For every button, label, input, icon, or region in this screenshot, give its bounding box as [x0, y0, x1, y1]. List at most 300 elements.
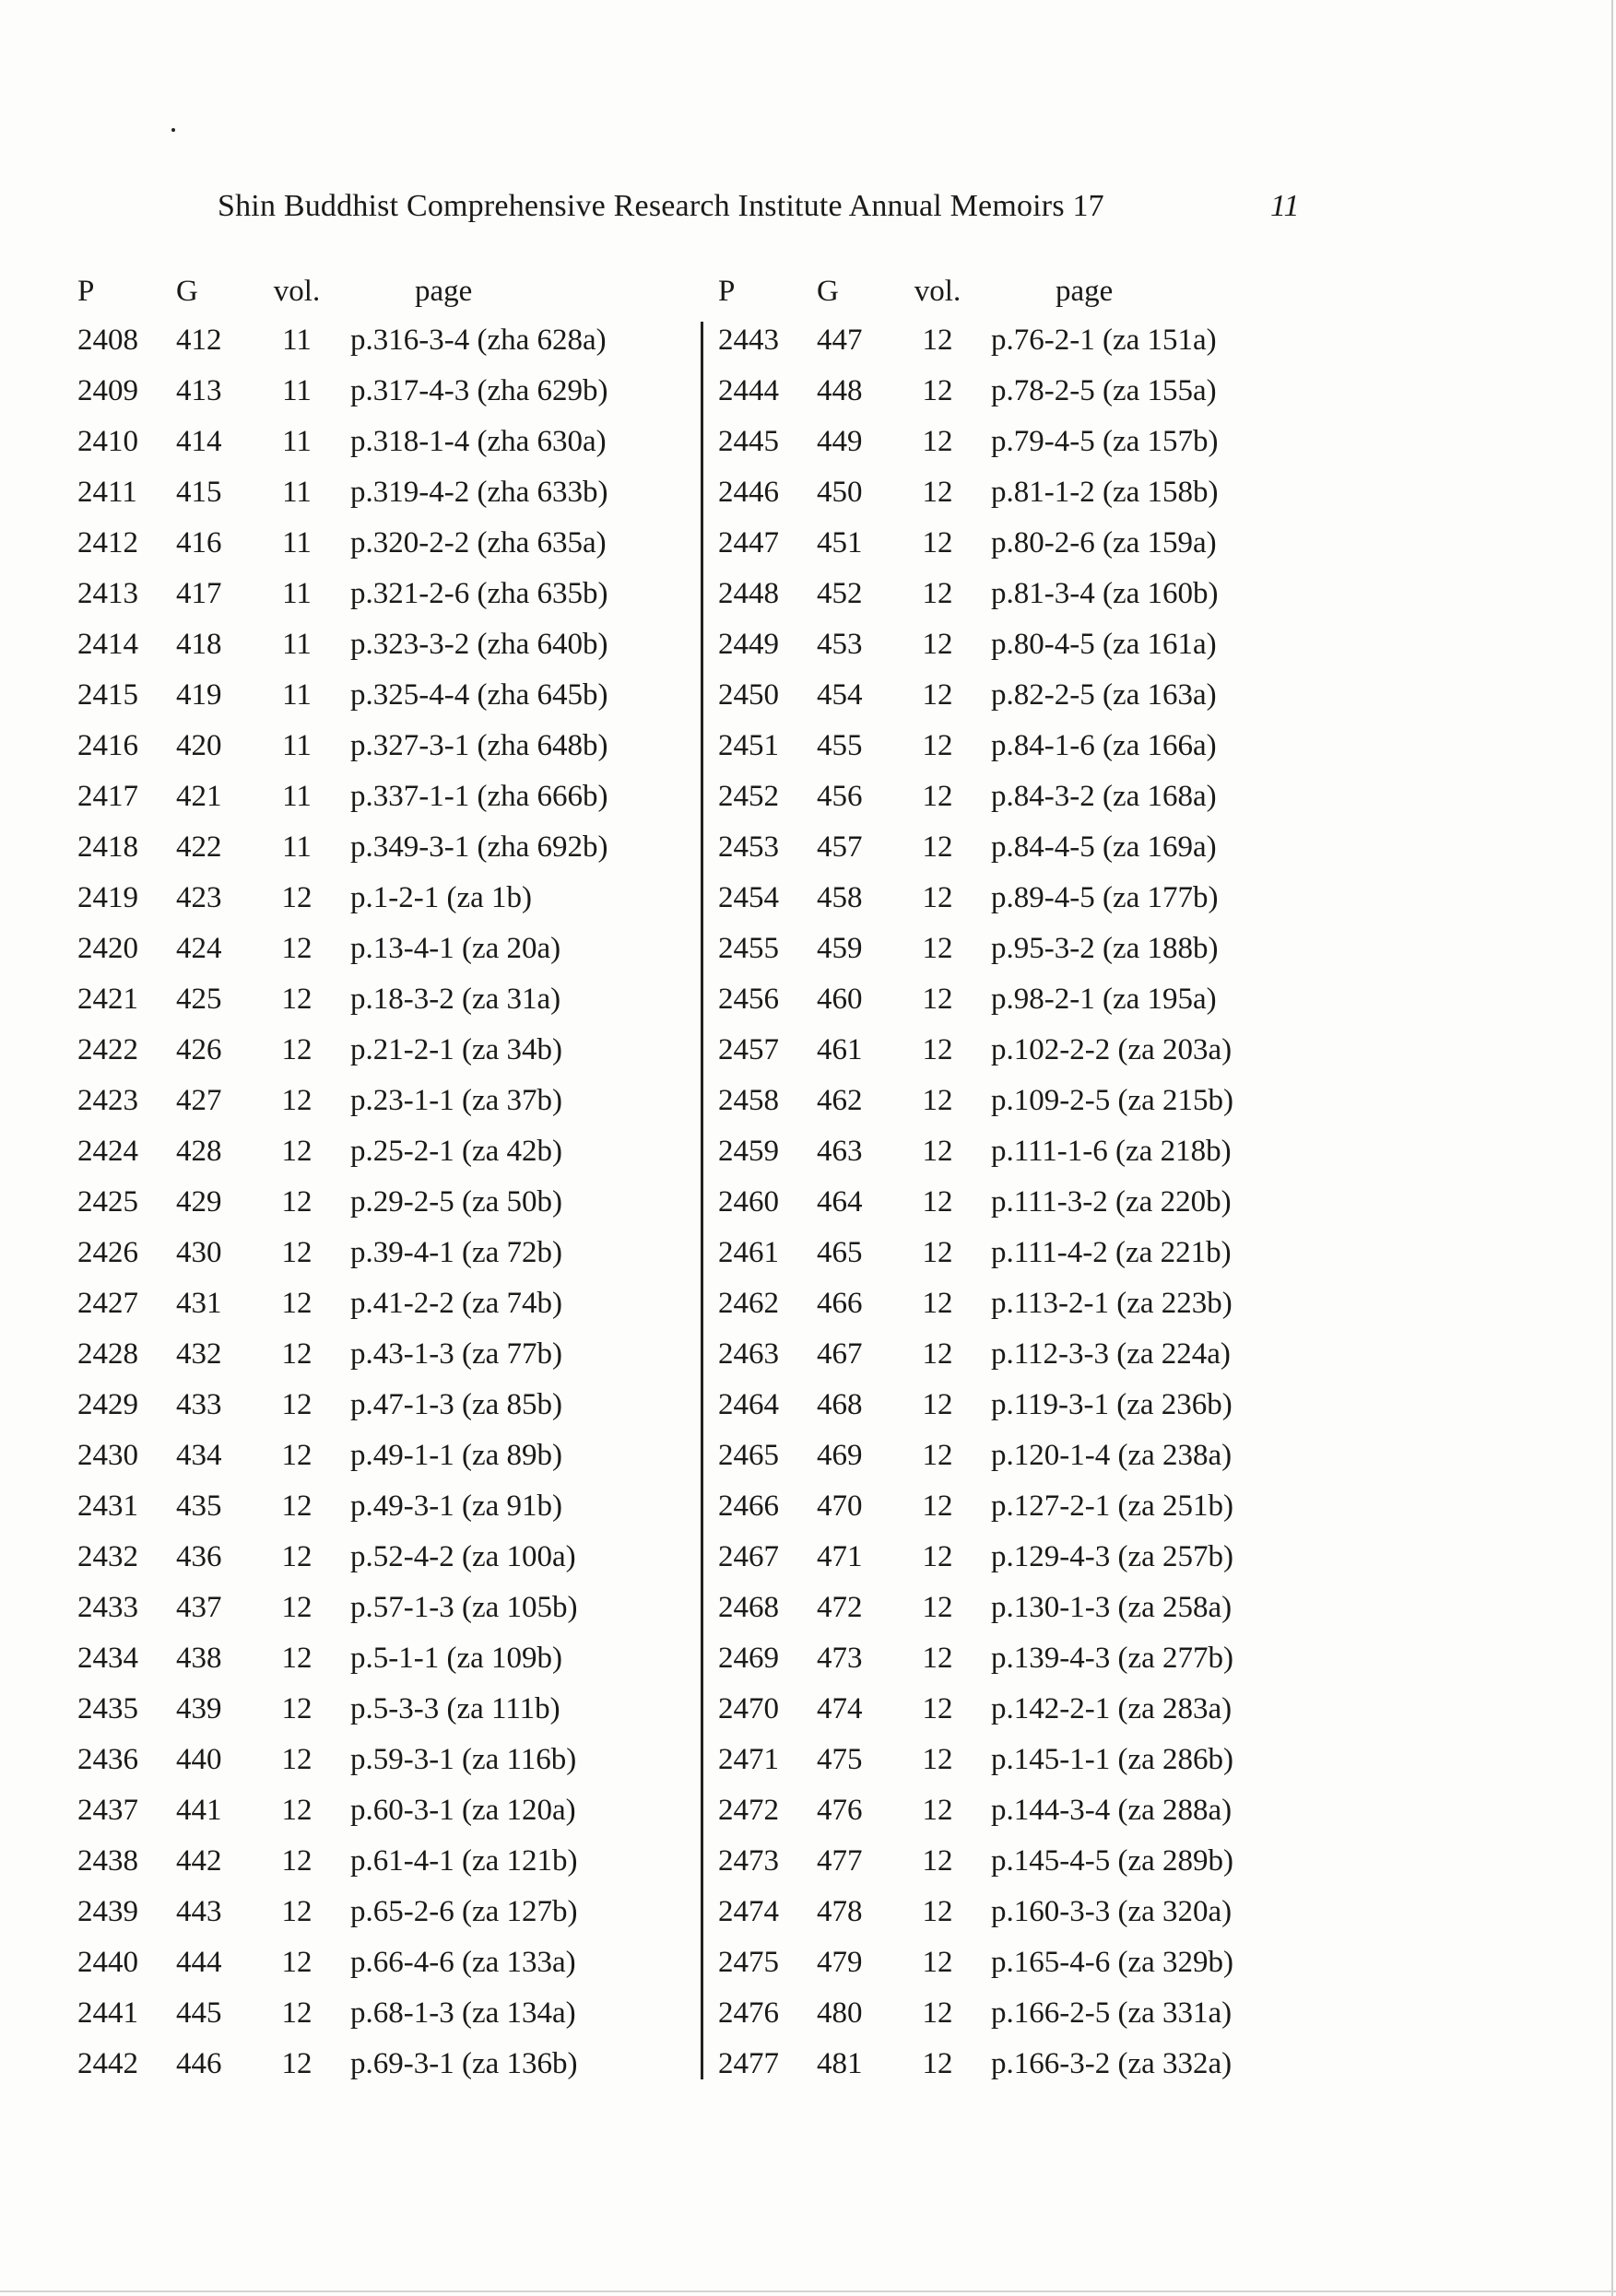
- cell-vol: 12: [922, 526, 953, 559]
- cell-p: 2452: [718, 780, 779, 813]
- cell-vol: 12: [281, 1540, 313, 1573]
- cell-g: 441: [176, 1794, 222, 1827]
- cell-page: p.47-1-3 (za 85b): [350, 1388, 563, 1421]
- cell-g: 457: [817, 830, 863, 864]
- cell-g: 464: [817, 1185, 863, 1219]
- cell-page: p.1-2-1 (za 1b): [350, 881, 533, 914]
- cell-vol: 12: [281, 1844, 313, 1878]
- table-row: [77, 417, 704, 467]
- table-row: [718, 1076, 1345, 1126]
- left-column-table: [77, 267, 704, 2090]
- table-row: [77, 1481, 704, 1532]
- cell-g: 462: [817, 1084, 863, 1117]
- table-row: [77, 873, 704, 924]
- cell-g: 475: [817, 1743, 863, 1776]
- cell-g: 420: [176, 729, 222, 762]
- cell-page: p.112-3-3 (za 224a): [991, 1337, 1231, 1371]
- cell-p: 2471: [718, 1743, 779, 1776]
- table-row: [77, 1735, 704, 1785]
- cell-vol: 12: [922, 983, 953, 1016]
- table-row: [718, 670, 1345, 721]
- cell-g: 461: [817, 1033, 863, 1066]
- cell-p: 2441: [77, 1996, 138, 2030]
- cell-g: 412: [176, 324, 222, 357]
- cell-page: p.76-2-1 (za 151a): [991, 324, 1217, 357]
- cell-vol: 12: [922, 1794, 953, 1827]
- cell-g: 454: [817, 678, 863, 712]
- cell-page: p.144-3-4 (za 288a): [991, 1794, 1233, 1827]
- cell-page: p.84-1-6 (za 166a): [991, 729, 1217, 762]
- cell-page: p.13-4-1 (za 20a): [350, 932, 561, 965]
- table-row: [718, 1126, 1345, 1177]
- cell-g: 414: [176, 425, 222, 458]
- table-row: [718, 1583, 1345, 1633]
- cell-page: p.60-3-1 (za 120a): [350, 1794, 576, 1827]
- cell-g: 443: [176, 1895, 222, 1928]
- table-row: [77, 1076, 704, 1126]
- table-row: [77, 2039, 704, 2090]
- cell-p: 2465: [718, 1439, 779, 1472]
- cell-vol: 12: [922, 476, 953, 509]
- cell-vol: 12: [281, 983, 313, 1016]
- table-row: [77, 467, 704, 518]
- cell-page: p.41-2-2 (za 74b): [350, 1287, 563, 1320]
- cell-p: 2448: [718, 577, 779, 610]
- cell-p: 2415: [77, 678, 138, 712]
- table-row: [77, 1937, 704, 1988]
- cell-page: p.98-2-1 (za 195a): [991, 983, 1217, 1016]
- cell-vol: 12: [922, 425, 953, 458]
- cell-vol: 12: [922, 1996, 953, 2030]
- cell-vol: 12: [281, 932, 313, 965]
- cell-vol: 12: [922, 1844, 953, 1878]
- cell-p: 2421: [77, 983, 138, 1016]
- table-row: [718, 518, 1345, 569]
- cell-page: p.160-3-3 (za 320a): [991, 1895, 1233, 1928]
- table-row: [718, 974, 1345, 1025]
- header-g: G: [817, 274, 839, 308]
- cell-g: 449: [817, 425, 863, 458]
- cell-page: p.69-3-1 (za 136b): [350, 2047, 578, 2080]
- cell-vol: 11: [282, 780, 312, 813]
- running-header: Shin Buddhist Comprehensive Research Institute Annual Memoirs 17: [218, 189, 1104, 223]
- cell-g: 438: [176, 1642, 222, 1675]
- cell-g: 445: [176, 1996, 222, 2030]
- cell-g: 467: [817, 1337, 863, 1371]
- cell-vol: 12: [922, 1135, 953, 1168]
- table-row: [718, 873, 1345, 924]
- cell-g: 439: [176, 1692, 222, 1725]
- cell-page: p.319-4-2 (zha 633b): [350, 476, 608, 509]
- cell-p: 2417: [77, 780, 138, 813]
- table-row: [718, 1735, 1345, 1785]
- cell-page: p.81-3-4 (za 160b): [991, 577, 1219, 610]
- cell-vol: 12: [922, 678, 953, 712]
- cell-vol: 12: [281, 1135, 313, 1168]
- cell-page: p.66-4-6 (za 133a): [350, 1946, 576, 1979]
- table-row: [718, 1380, 1345, 1431]
- cell-g: 470: [817, 1489, 863, 1523]
- table-row: [718, 619, 1345, 670]
- ink-speck: [171, 128, 175, 132]
- header-page: page: [1056, 274, 1114, 308]
- cell-page: p.145-4-5 (za 289b): [991, 1844, 1234, 1878]
- cell-g: 453: [817, 628, 863, 661]
- table-row: [718, 1785, 1345, 1836]
- cell-vol: 11: [282, 577, 312, 610]
- cell-page: p.316-3-4 (zha 628a): [350, 324, 607, 357]
- table-row: [77, 1329, 704, 1380]
- cell-p: 2477: [718, 2047, 779, 2080]
- table-row: [718, 721, 1345, 771]
- cell-vol: 12: [922, 324, 953, 357]
- cell-g: 448: [817, 374, 863, 407]
- cell-p: 2410: [77, 425, 138, 458]
- table-row: [77, 1684, 704, 1735]
- table-row: [77, 1785, 704, 1836]
- cell-g: 460: [817, 983, 863, 1016]
- cell-vol: 11: [282, 628, 312, 661]
- table-row: [718, 1633, 1345, 1684]
- cell-g: 426: [176, 1033, 222, 1066]
- table-row: [718, 1937, 1345, 1988]
- table-row: [718, 1278, 1345, 1329]
- table-row: [77, 619, 704, 670]
- table-row: [77, 1431, 704, 1481]
- cell-vol: 12: [922, 1439, 953, 1472]
- cell-vol: 12: [922, 1337, 953, 1371]
- table-row: [718, 2039, 1345, 2090]
- cell-page: p.57-1-3 (za 105b): [350, 1591, 578, 1624]
- cell-page: p.166-3-2 (za 332a): [991, 2047, 1233, 2080]
- cell-g: 447: [817, 324, 863, 357]
- cell-g: 413: [176, 374, 222, 407]
- cell-page: p.84-4-5 (za 169a): [991, 830, 1217, 864]
- header-p: P: [77, 274, 95, 308]
- cell-p: 2426: [77, 1236, 138, 1269]
- cell-page: p.102-2-2 (za 203a): [991, 1033, 1233, 1066]
- table-row: [77, 518, 704, 569]
- cell-vol: 12: [922, 1743, 953, 1776]
- cell-page: p.129-4-3 (za 257b): [991, 1540, 1234, 1573]
- cell-vol: 11: [282, 526, 312, 559]
- cell-g: 476: [817, 1794, 863, 1827]
- table-row: [718, 1684, 1345, 1735]
- cell-vol: 12: [922, 1591, 953, 1624]
- cell-page: p.145-1-1 (za 286b): [991, 1743, 1234, 1776]
- cell-vol: 11: [282, 476, 312, 509]
- cell-vol: 11: [282, 678, 312, 712]
- table-row: [718, 1481, 1345, 1532]
- cell-p: 2434: [77, 1642, 138, 1675]
- table-row: [77, 771, 704, 822]
- cell-g: 480: [817, 1996, 863, 2030]
- cell-p: 2412: [77, 526, 138, 559]
- table-row: [718, 569, 1345, 619]
- cell-g: 430: [176, 1236, 222, 1269]
- cell-vol: 12: [281, 1794, 313, 1827]
- cell-g: 434: [176, 1439, 222, 1472]
- cell-vol: 12: [281, 1743, 313, 1776]
- cell-vol: 12: [922, 729, 953, 762]
- cell-vol: 12: [922, 577, 953, 610]
- scan-edge-right: [1611, 0, 1613, 2296]
- cell-g: 481: [817, 2047, 863, 2080]
- table-row: [77, 721, 704, 771]
- cell-vol: 12: [281, 881, 313, 914]
- cell-g: 428: [176, 1135, 222, 1168]
- cell-g: 431: [176, 1287, 222, 1320]
- cell-vol: 12: [281, 1642, 313, 1675]
- cell-vol: 11: [282, 425, 312, 458]
- cell-page: p.113-2-1 (za 223b): [991, 1287, 1233, 1320]
- cell-page: p.318-1-4 (zha 630a): [350, 425, 607, 458]
- cell-page: p.165-4-6 (za 329b): [991, 1946, 1234, 1979]
- cell-vol: 12: [922, 1895, 953, 1928]
- left-column-body: [77, 315, 704, 2090]
- cell-p: 2413: [77, 577, 138, 610]
- cell-vol: 12: [281, 1489, 313, 1523]
- table-row: [718, 1836, 1345, 1887]
- cell-p: 2453: [718, 830, 779, 864]
- cell-g: 452: [817, 577, 863, 610]
- cell-page: p.81-1-2 (za 158b): [991, 476, 1219, 509]
- cell-page: p.127-2-1 (za 251b): [991, 1489, 1234, 1523]
- cell-g: 419: [176, 678, 222, 712]
- cell-p: 2451: [718, 729, 779, 762]
- cell-vol: 12: [281, 1287, 313, 1320]
- table-row: [718, 1988, 1345, 2039]
- cell-vol: 12: [281, 1439, 313, 1472]
- cell-p: 2456: [718, 983, 779, 1016]
- table-row: [77, 1988, 704, 2039]
- cell-p: 2455: [718, 932, 779, 965]
- cell-page: p.327-3-1 (zha 648b): [350, 729, 608, 762]
- page-number: 11: [1270, 189, 1300, 223]
- cell-p: 2470: [718, 1692, 779, 1725]
- table-row: [77, 974, 704, 1025]
- cell-vol: 12: [281, 1084, 313, 1117]
- cell-g: 474: [817, 1692, 863, 1725]
- cell-page: p.323-3-2 (zha 640b): [350, 628, 608, 661]
- cell-p: 2462: [718, 1287, 779, 1320]
- table-row: [718, 467, 1345, 518]
- cell-page: p.111-4-2 (za 221b): [991, 1236, 1232, 1269]
- cell-vol: 12: [922, 1236, 953, 1269]
- header-vol: vol.: [914, 274, 961, 308]
- cell-page: p.325-4-4 (zha 645b): [350, 678, 608, 712]
- cell-g: 456: [817, 780, 863, 813]
- cell-g: 416: [176, 526, 222, 559]
- cell-p: 2431: [77, 1489, 138, 1523]
- cell-p: 2461: [718, 1236, 779, 1269]
- cell-p: 2445: [718, 425, 779, 458]
- column-divider: [701, 322, 703, 2079]
- cell-vol: 12: [922, 628, 953, 661]
- cell-g: 427: [176, 1084, 222, 1117]
- cell-g: 435: [176, 1489, 222, 1523]
- cell-vol: 12: [281, 1388, 313, 1421]
- table-row: [718, 822, 1345, 873]
- cell-g: 463: [817, 1135, 863, 1168]
- left-column-header-row: [77, 267, 704, 315]
- cell-g: 433: [176, 1388, 222, 1421]
- table-row: [77, 1126, 704, 1177]
- cell-p: 2435: [77, 1692, 138, 1725]
- cell-p: 2463: [718, 1337, 779, 1371]
- cell-g: 444: [176, 1946, 222, 1979]
- cell-page: p.5-3-3 (za 111b): [350, 1692, 560, 1725]
- cell-page: p.52-4-2 (za 100a): [350, 1540, 576, 1573]
- cell-g: 471: [817, 1540, 863, 1573]
- table-row: [718, 771, 1345, 822]
- table-row: [77, 1278, 704, 1329]
- table-row: [77, 1177, 704, 1228]
- cell-page: p.49-1-1 (za 89b): [350, 1439, 563, 1472]
- cell-g: 458: [817, 881, 863, 914]
- table-row: [718, 1228, 1345, 1278]
- cell-vol: 12: [281, 1185, 313, 1219]
- table-row: [77, 1532, 704, 1583]
- cell-p: 2414: [77, 628, 138, 661]
- cell-p: 2467: [718, 1540, 779, 1573]
- cell-page: p.78-2-5 (za 155a): [991, 374, 1217, 407]
- table-row: [77, 1633, 704, 1684]
- cell-p: 2422: [77, 1033, 138, 1066]
- cell-p: 2433: [77, 1591, 138, 1624]
- cell-p: 2447: [718, 526, 779, 559]
- cell-vol: 12: [281, 1996, 313, 2030]
- cell-page: p.68-1-3 (za 134a): [350, 1996, 576, 2030]
- cell-g: 469: [817, 1439, 863, 1472]
- cell-g: 450: [817, 476, 863, 509]
- cell-page: p.109-2-5 (za 215b): [991, 1084, 1234, 1117]
- cell-page: p.23-1-1 (za 37b): [350, 1084, 563, 1117]
- cell-p: 2454: [718, 881, 779, 914]
- table-row: [718, 315, 1345, 366]
- cell-page: p.142-2-1 (za 283a): [991, 1692, 1233, 1725]
- cell-vol: 12: [922, 374, 953, 407]
- cell-vol: 11: [282, 830, 312, 864]
- cell-p: 2430: [77, 1439, 138, 1472]
- cell-page: p.21-2-1 (za 34b): [350, 1033, 563, 1066]
- table-row: [77, 924, 704, 974]
- cell-p: 2429: [77, 1388, 138, 1421]
- cell-p: 2469: [718, 1642, 779, 1675]
- cell-p: 2474: [718, 1895, 779, 1928]
- cell-p: 2449: [718, 628, 779, 661]
- cell-g: 442: [176, 1844, 222, 1878]
- header-p: P: [718, 274, 736, 308]
- cell-g: 478: [817, 1895, 863, 1928]
- cell-p: 2460: [718, 1185, 779, 1219]
- cell-vol: 12: [281, 1946, 313, 1979]
- cell-page: p.317-4-3 (zha 629b): [350, 374, 608, 407]
- cell-page: p.89-4-5 (za 177b): [991, 881, 1219, 914]
- cell-page: p.95-3-2 (za 188b): [991, 932, 1219, 965]
- cell-page: p.61-4-1 (za 121b): [350, 1844, 578, 1878]
- cell-page: p.18-3-2 (za 31a): [350, 983, 561, 1016]
- cell-vol: 12: [922, 1642, 953, 1675]
- cell-vol: 12: [281, 1236, 313, 1269]
- table-row: [718, 417, 1345, 467]
- table-row: [718, 1025, 1345, 1076]
- cell-g: 436: [176, 1540, 222, 1573]
- cell-p: 2440: [77, 1946, 138, 1979]
- scan-edge-bottom: [0, 2290, 1616, 2292]
- cell-vol: 12: [922, 1946, 953, 1979]
- cell-vol: 12: [922, 1388, 953, 1421]
- cell-p: 2475: [718, 1946, 779, 1979]
- cell-g: 477: [817, 1844, 863, 1878]
- table-row: [77, 1836, 704, 1887]
- cell-g: 451: [817, 526, 863, 559]
- cell-p: 2457: [718, 1033, 779, 1066]
- cell-page: p.65-2-6 (za 127b): [350, 1895, 578, 1928]
- cell-vol: 12: [922, 932, 953, 965]
- cell-page: p.337-1-1 (zha 666b): [350, 780, 608, 813]
- cell-vol: 12: [922, 1692, 953, 1725]
- cell-page: p.166-2-5 (za 331a): [991, 1996, 1233, 2030]
- cell-vol: 12: [922, 1540, 953, 1573]
- table-row: [77, 822, 704, 873]
- cell-g: 432: [176, 1337, 222, 1371]
- table-row: [718, 1177, 1345, 1228]
- cell-p: 2444: [718, 374, 779, 407]
- cell-vol: 12: [281, 2047, 313, 2080]
- cell-p: 2458: [718, 1084, 779, 1117]
- cell-g: 465: [817, 1236, 863, 1269]
- cell-page: p.59-3-1 (za 116b): [350, 1743, 577, 1776]
- cell-page: p.349-3-1 (zha 692b): [350, 830, 608, 864]
- table-row: [77, 670, 704, 721]
- cell-vol: 12: [281, 1591, 313, 1624]
- cell-p: 2420: [77, 932, 138, 965]
- cell-g: 425: [176, 983, 222, 1016]
- cell-vol: 11: [282, 374, 312, 407]
- table-row: [77, 366, 704, 417]
- cell-p: 2419: [77, 881, 138, 914]
- cell-page: p.25-2-1 (za 42b): [350, 1135, 563, 1168]
- cell-g: 424: [176, 932, 222, 965]
- cell-g: 415: [176, 476, 222, 509]
- cell-g: 423: [176, 881, 222, 914]
- cell-p: 2472: [718, 1794, 779, 1827]
- cell-p: 2411: [77, 476, 137, 509]
- table-row: [77, 1380, 704, 1431]
- cell-page: p.84-3-2 (za 168a): [991, 780, 1217, 813]
- cell-p: 2468: [718, 1591, 779, 1624]
- cell-page: p.119-3-1 (za 236b): [991, 1388, 1233, 1421]
- cell-page: p.139-4-3 (za 277b): [991, 1642, 1234, 1675]
- cell-p: 2464: [718, 1388, 779, 1421]
- right-column-table: [718, 267, 1345, 2090]
- cell-vol: 12: [922, 1033, 953, 1066]
- table-row: [77, 1025, 704, 1076]
- cell-vol: 12: [922, 830, 953, 864]
- cell-vol: 12: [281, 1895, 313, 1928]
- cell-p: 2442: [77, 2047, 138, 2080]
- cell-g: 440: [176, 1743, 222, 1776]
- cell-vol: 12: [281, 1337, 313, 1371]
- cell-page: p.79-4-5 (za 157b): [991, 425, 1219, 458]
- table-row: [77, 1887, 704, 1937]
- cell-p: 2473: [718, 1844, 779, 1878]
- cell-vol: 12: [281, 1033, 313, 1066]
- cell-vol: 12: [922, 881, 953, 914]
- table-row: [77, 569, 704, 619]
- cell-p: 2428: [77, 1337, 138, 1371]
